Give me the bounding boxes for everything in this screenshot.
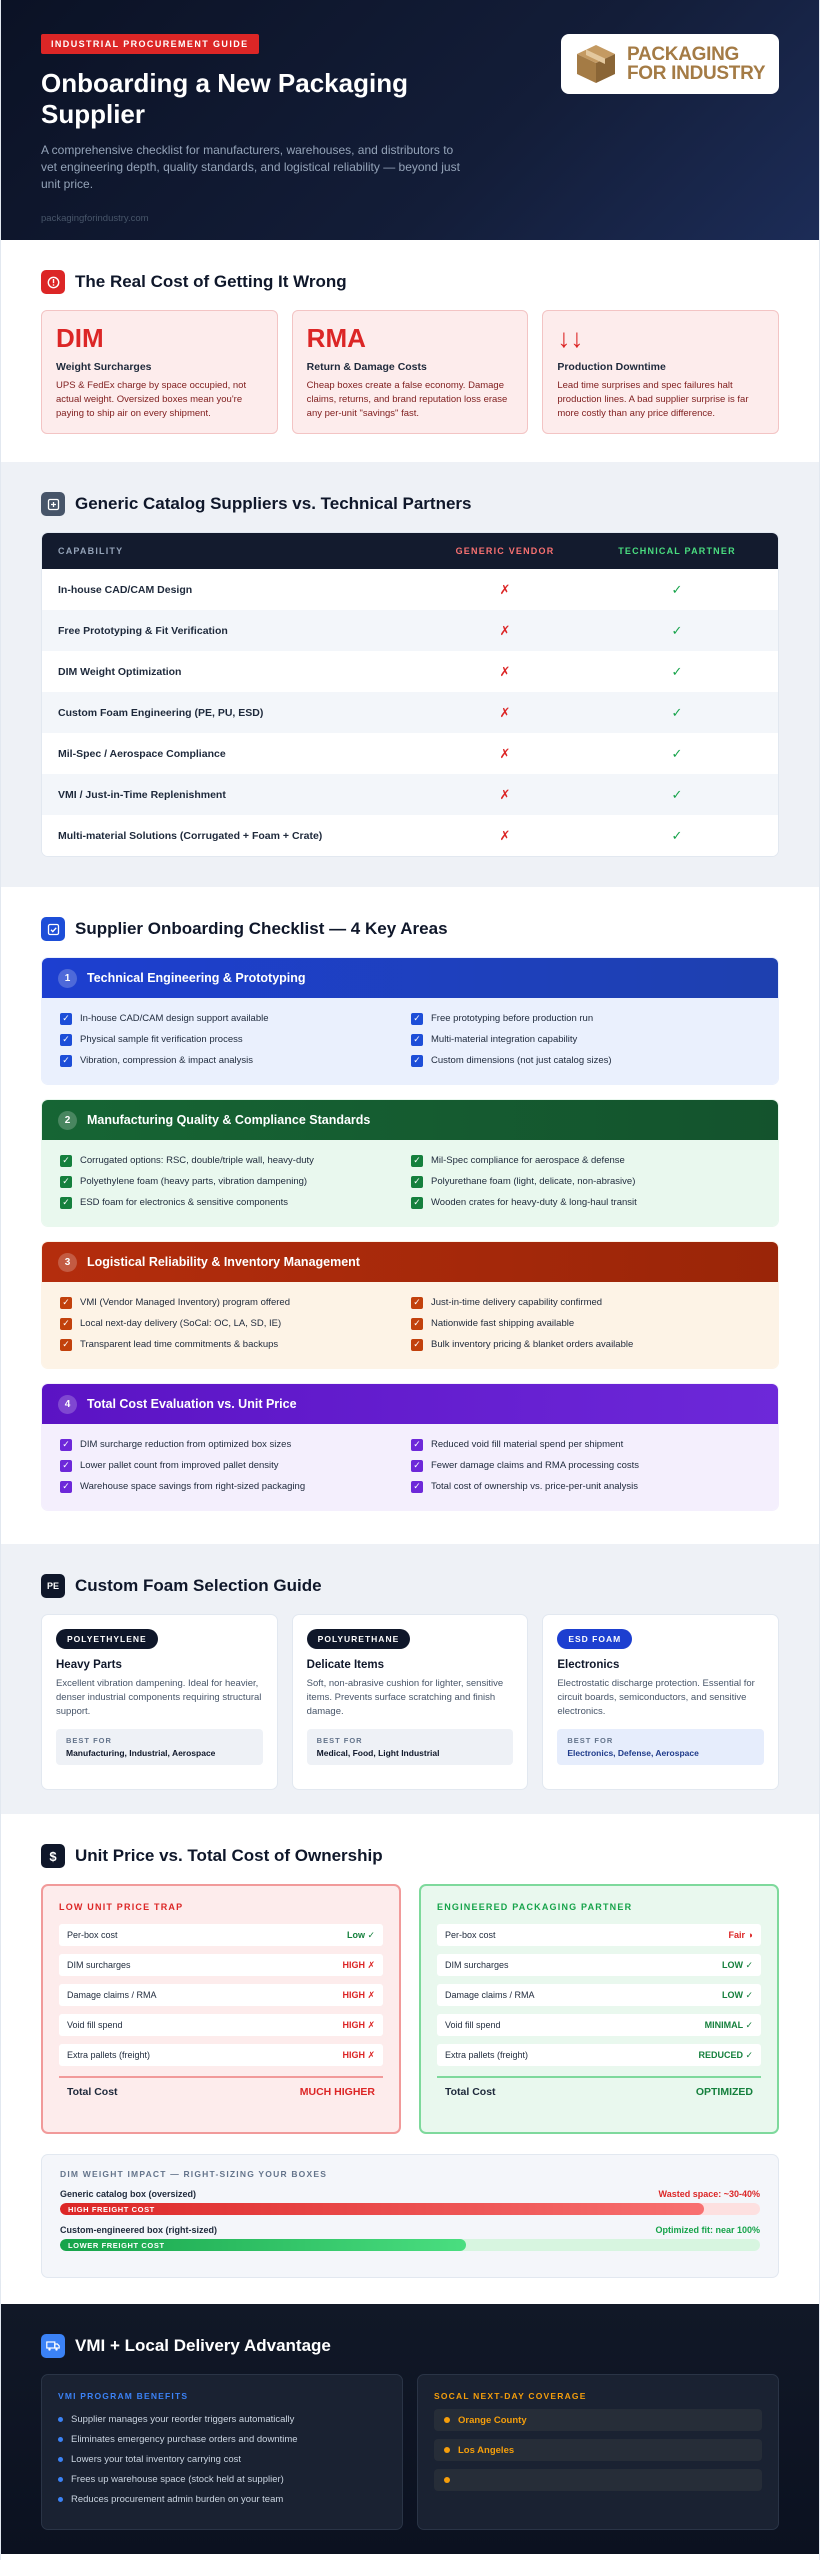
checkbox-checked-icon[interactable]: ✓ (411, 1481, 423, 1493)
tco-low-price-card (41, 1884, 401, 2134)
tco-total-value: MUCH HIGHER (299, 2086, 375, 2098)
cost-card-name: Production Downtime (557, 361, 666, 373)
real-cost-section (1, 240, 819, 462)
vmi-benefit-text: Eliminates emergency purchase orders and downtime (71, 2433, 298, 2445)
tco-row-label: Damage claims / RMA (67, 1990, 157, 2000)
technical-cell (576, 787, 778, 803)
generic-cell (434, 828, 576, 844)
dim-generic-fill: HIGH FREIGHT COST (60, 2203, 704, 2215)
cost-card-desc: Cheap boxes create a false economy. Damage claims, returns, and brand reputation loss erase any per-unit "savings" fast. (306, 380, 508, 419)
vmi-benefits-label: VMI PROGRAM BENEFITS (58, 2391, 189, 2401)
technical-cell (576, 623, 778, 639)
category-header (42, 1242, 778, 1282)
category-body (42, 1140, 778, 1226)
vmi-section (1, 2304, 819, 2554)
x-mark-icon: ✗ (499, 663, 511, 679)
checklist-item[interactable] (60, 1008, 411, 1029)
tco-row-label: DIM surcharges (445, 1960, 509, 1970)
vmi-benefit-text: Reduces procurement admin burden on your team (71, 2493, 284, 2505)
checklist-column (411, 1150, 762, 1218)
tco-card-label: ENGINEERED PACKAGING PARTNER (437, 1902, 633, 1912)
tco-row-value: MINIMAL ✓ (704, 2019, 753, 2030)
checklist-item[interactable] (411, 1455, 762, 1476)
checklist-item[interactable] (60, 1476, 411, 1497)
foam-card (542, 1614, 779, 1790)
dollar-icon: $ (41, 1844, 65, 1868)
tco-card-label: LOW UNIT PRICE TRAP (59, 1902, 184, 1912)
hero-subtitle: A comprehensive checklist for manufacturers, warehouses, and distributors to vet engineering depth, quality standards, and logistical reliability — beyond just unit price. (41, 143, 460, 191)
coverage-region (434, 2469, 762, 2491)
category-header (42, 958, 778, 998)
tco-row-label: Damage claims / RMA (445, 1990, 535, 2000)
column-header-generic: GENERIC VENDOR (455, 546, 555, 556)
category-title: Manufacturing Quality & Compliance Standards (87, 1113, 371, 1127)
foam-card (292, 1614, 529, 1790)
cost-card-desc: Lead time surprises and spec failures halt production lines. A bad supplier surprise is far more costly than any price difference. (557, 380, 749, 419)
category-number: 4 (58, 1395, 77, 1414)
best-for-value: Medical, Food, Light Industrial (316, 1748, 440, 1758)
check-mark-icon: ✓ (671, 704, 683, 720)
checkbox-checked-icon[interactable]: ✓ (411, 1055, 423, 1067)
technical-cell (576, 582, 778, 598)
checklist-item[interactable] (60, 1171, 411, 1192)
foam-use-title: Electronics (557, 1659, 620, 1671)
vmi-benefit-text: Supplier manages your reorder triggers automatically (71, 2413, 295, 2425)
tco-row (437, 1924, 761, 1946)
checklist-item-label: VMI (Vendor Managed Inventory) program offered (80, 1297, 290, 1308)
checkbox-checked-icon[interactable]: ✓ (411, 1013, 423, 1025)
column-header-technical: TECHNICAL PARTNER (618, 546, 736, 556)
tco-row-label: DIM surcharges (67, 1960, 131, 1970)
checklist-item-label: Physical sample fit verification process (80, 1034, 243, 1045)
checklist-column (60, 1434, 411, 1502)
generic-cell (434, 664, 576, 680)
check-mark-icon: ✓ (671, 581, 683, 597)
section-title: Generic Catalog Suppliers vs. Technical Partners (75, 494, 472, 513)
category-body (42, 1282, 778, 1368)
category-header (42, 1384, 778, 1424)
checklist-item[interactable] (411, 1434, 762, 1455)
hero-tag: INDUSTRIAL PROCUREMENT GUIDE (41, 34, 259, 54)
checkbox-checked-icon[interactable]: ✓ (60, 1013, 72, 1025)
brand-logo[interactable] (561, 34, 779, 94)
x-mark-icon: ✗ (499, 786, 511, 802)
compare-icon (41, 492, 65, 516)
tco-row (437, 1954, 761, 1976)
checkbox-checked-icon[interactable]: ✓ (411, 1297, 423, 1309)
coverage-region-name: Los Angeles (458, 2444, 515, 2456)
foam-best-for (56, 1729, 263, 1765)
vmi-benefit-text: Frees up warehouse space (stock held at supplier) (71, 2473, 284, 2485)
dim-weight-impact (41, 2154, 779, 2278)
checklist-category (41, 1383, 779, 1511)
check-mark-icon: ✓ (671, 745, 683, 761)
checkbox-checked-icon[interactable]: ✓ (60, 1034, 72, 1046)
best-for-value: Manufacturing, Industrial, Aerospace (66, 1748, 216, 1758)
cost-card-headline: ↓↓ (557, 323, 584, 353)
checklist-item-label: Vibration, compression & impact analysis (80, 1055, 254, 1066)
dim-custom-note: Optimized fit: near 100% (655, 2225, 760, 2235)
dim-generic-label: Generic catalog box (oversized) (60, 2189, 197, 2199)
checklist-item-label: Local next-day delivery (SoCal: OC, LA, SD, IE) (80, 1318, 282, 1329)
category-body (42, 998, 778, 1084)
tco-total-label: Total Cost (67, 2086, 118, 2098)
vmi-benefit-text: Lowers your total inventory carrying cost (71, 2453, 242, 2465)
dim-generic-note: Wasted space: ~30-40% (658, 2189, 760, 2199)
checklist-item-label: Fewer damage claims and RMA processing costs (431, 1460, 640, 1471)
section-title: VMI + Local Delivery Advantage (75, 2336, 331, 2355)
checklist-item[interactable] (60, 1050, 411, 1071)
checklist-item[interactable] (411, 1313, 762, 1334)
page-title: Onboarding a New Packaging Supplier (41, 68, 408, 130)
checklist-column (60, 1150, 411, 1218)
checklist-icon (41, 917, 65, 941)
checklist-item-label: Custom dimensions (not just catalog sizes) (431, 1055, 612, 1066)
dim-custom-label: Custom-engineered box (right-sized) (60, 2225, 218, 2235)
capability-cell: Free Prototyping & Fit Verification (58, 624, 228, 637)
tco-section (1, 1814, 819, 2304)
checklist-item-label: Just-in-time delivery capability confirmed (431, 1297, 603, 1308)
tco-row-value: HIGH ✗ (342, 1989, 375, 2000)
checklist-item-label: Reduced void fill material spend per shipment (431, 1439, 624, 1450)
foam-best-for (307, 1729, 514, 1765)
comparison-section (1, 462, 819, 887)
tco-row-label: Per-box cost (67, 1930, 118, 1940)
category-title: Total Cost Evaluation vs. Unit Price (87, 1397, 297, 1411)
tco-row-label: Per-box cost (445, 1930, 496, 1940)
vmi-benefits-card (41, 2374, 403, 2530)
checklist-category (41, 1241, 779, 1369)
checklist-section (1, 887, 819, 1544)
category-title: Technical Engineering & Prototyping (87, 971, 306, 985)
check-mark-icon: ✓ (671, 663, 683, 679)
foam-type-pill: POLYETHYLENE (56, 1629, 158, 1649)
checkbox-checked-icon[interactable]: ✓ (60, 1318, 72, 1330)
checkbox-checked-icon[interactable]: ✓ (411, 1155, 423, 1167)
checklist-item[interactable] (411, 1334, 762, 1355)
dim-custom-bar (60, 2239, 760, 2251)
checkbox-checked-icon[interactable]: ✓ (60, 1339, 72, 1351)
technical-cell (576, 828, 778, 844)
dim-custom-fill: LOWER FREIGHT COST (60, 2239, 466, 2251)
tco-row-label: Void fill spend (445, 2020, 501, 2030)
tco-row-value: LOW ✓ (721, 1959, 753, 1970)
tco-row-label: Extra pallets (freight) (67, 2050, 151, 2060)
cost-card-rma (292, 310, 529, 434)
checklist-item[interactable] (60, 1455, 411, 1476)
checklist-item-label: Nationwide fast shipping available (431, 1318, 575, 1329)
checklist-category (41, 1099, 779, 1227)
table-row (42, 569, 778, 610)
capability-cell: VMI / Just-in-Time Replenishment (58, 788, 226, 801)
generic-cell (434, 746, 576, 762)
socal-coverage-label: SOCAL NEXT-DAY COVERAGE (434, 2391, 587, 2401)
dim-title: DIM WEIGHT IMPACT — RIGHT-SIZING YOUR BOXES (60, 2169, 328, 2179)
checklist-item-label: Bulk inventory pricing & blanket orders available (431, 1339, 634, 1350)
tco-row (59, 1924, 383, 1946)
capability-cell: Mil-Spec / Aerospace Compliance (58, 747, 226, 760)
location-dot-icon (444, 2477, 450, 2483)
section-title: Supplier Onboarding Checklist — 4 Key Areas (75, 919, 448, 938)
tco-total-value: OPTIMIZED (695, 2086, 753, 2098)
category-number: 1 (58, 969, 77, 988)
foam-description: Excellent vibration dampening. Ideal for heavier, denser industrial components requiring structural support. (56, 1678, 262, 1717)
checklist-item-label: Warehouse space savings from right-sized packaging (80, 1481, 306, 1492)
table-row (42, 815, 778, 856)
foam-guide-section (1, 1544, 819, 1814)
checklist-column (60, 1292, 411, 1360)
tco-total-row (59, 2076, 383, 2098)
bullet-dot-icon (58, 2497, 63, 2502)
cost-card-headline: RMA (306, 323, 366, 353)
bullet-dot-icon (58, 2457, 63, 2462)
capability-cell: Custom Foam Engineering (PE, PU, ESD) (58, 706, 264, 719)
checklist-item-label: Corrugated options: RSC, double/triple wall, heavy-duty (80, 1155, 314, 1166)
cost-card-name: Weight Surcharges (56, 361, 152, 373)
checklist-item[interactable] (60, 1192, 411, 1213)
tco-row-label: Void fill spend (67, 2020, 123, 2030)
checkbox-checked-icon[interactable]: ✓ (60, 1055, 72, 1067)
vmi-benefit-item (58, 2429, 386, 2449)
category-number: 2 (58, 1111, 77, 1130)
checklist-item-label: Lower pallet count from improved pallet density (80, 1460, 279, 1471)
checkbox-checked-icon[interactable]: ✓ (411, 1176, 423, 1188)
x-mark-icon: ✗ (499, 622, 511, 638)
checklist-item-label: Multi-material integration capability (431, 1034, 578, 1045)
tco-row-value: HIGH ✗ (342, 2049, 375, 2060)
checkbox-checked-icon[interactable]: ✓ (411, 1339, 423, 1351)
checklist-item[interactable] (60, 1292, 411, 1313)
checkbox-checked-icon[interactable]: ✓ (411, 1034, 423, 1046)
x-mark-icon: ✗ (499, 704, 511, 720)
section-title: Unit Price vs. Total Cost of Ownership (75, 1846, 383, 1865)
checklist-item[interactable] (411, 1008, 762, 1029)
foam-type-pill: POLYURETHANE (307, 1629, 411, 1649)
comparison-table (41, 532, 779, 857)
tco-row-value: HIGH ✗ (342, 2019, 375, 2030)
tco-row-value: LOW ✓ (721, 1989, 753, 2000)
tco-row (437, 1984, 761, 2006)
truck-icon (41, 2334, 65, 2358)
tco-total-row (437, 2076, 761, 2098)
tco-row (437, 2044, 761, 2066)
checkbox-checked-icon[interactable]: ✓ (60, 1155, 72, 1167)
location-dot-icon (444, 2417, 450, 2423)
tco-row (59, 1954, 383, 1976)
tco-row (59, 1984, 383, 2006)
check-mark-icon: ✓ (671, 786, 683, 802)
checklist-column (60, 1008, 411, 1076)
checklist-category (41, 957, 779, 1085)
check-mark-icon: ✓ (671, 622, 683, 638)
box-logo-icon (573, 42, 619, 86)
checklist-item[interactable] (60, 1150, 411, 1171)
cost-card-name: Return & Damage Costs (306, 361, 427, 373)
checkbox-checked-icon[interactable]: ✓ (60, 1197, 72, 1209)
checkbox-checked-icon[interactable]: ✓ (411, 1197, 423, 1209)
hero-url[interactable]: packagingforindustry.com (41, 212, 149, 224)
checkbox-checked-icon[interactable]: ✓ (60, 1439, 72, 1451)
capability-cell: Multi-material Solutions (Corrugated + Foam + Crate) (58, 829, 323, 842)
generic-cell (434, 787, 576, 803)
cost-card-headline: DIM (56, 323, 104, 353)
tco-row-value: HIGH ✗ (342, 1959, 375, 1970)
checklist-item[interactable] (60, 1434, 411, 1455)
tco-row (59, 2014, 383, 2036)
cost-card-dim (41, 310, 278, 434)
technical-cell (576, 664, 778, 680)
coverage-region (434, 2409, 762, 2431)
generic-cell (434, 623, 576, 639)
category-title: Logistical Reliability & Inventory Management (87, 1255, 360, 1269)
vmi-benefit-item (58, 2449, 386, 2469)
category-header (42, 1100, 778, 1140)
table-row (42, 774, 778, 815)
foam-description: Electrostatic discharge protection. Essential for circuit boards, semiconductors, and sensitive electronics. (557, 1678, 755, 1717)
table-row (42, 651, 778, 692)
foam-card (41, 1614, 278, 1790)
socal-coverage-card (417, 2374, 779, 2530)
cost-card-downtime (542, 310, 779, 434)
checklist-item-label: Wooden crates for heavy-duty & long-haul transit (431, 1197, 637, 1208)
technical-cell (576, 705, 778, 721)
best-for-label: BEST FOR (316, 1736, 363, 1745)
checklist-item[interactable] (60, 1313, 411, 1334)
foam-best-for (557, 1729, 764, 1765)
checklist-item-label: Free prototyping before production run (431, 1013, 594, 1024)
checkbox-checked-icon[interactable]: ✓ (411, 1439, 423, 1451)
x-mark-icon: ✗ (499, 745, 511, 761)
logo-text-line2: FOR INDUSTRY (627, 63, 766, 84)
tco-row-value: Low ✓ (346, 1929, 375, 1940)
tco-row-value: Fair ◑ (728, 1930, 753, 1940)
checklist-column (411, 1292, 762, 1360)
checklist-item[interactable] (411, 1476, 762, 1497)
tco-row (437, 2014, 761, 2036)
table-header-row (42, 533, 778, 569)
x-mark-icon: ✗ (499, 827, 511, 843)
section-title: Custom Foam Selection Guide (75, 1576, 322, 1595)
category-number: 3 (58, 1253, 77, 1272)
best-for-label: BEST FOR (567, 1736, 614, 1745)
table-row (42, 610, 778, 651)
foam-use-title: Delicate Items (306, 1659, 385, 1671)
checkbox-checked-icon[interactable]: ✓ (60, 1176, 72, 1188)
checklist-item[interactable] (411, 1192, 762, 1213)
tco-row (59, 2044, 383, 2066)
best-for-value: Electronics, Defense, Aerospace (567, 1748, 699, 1758)
column-header-capability: CAPABILITY (58, 546, 124, 556)
tco-total-label: Total Cost (445, 2086, 496, 2098)
cost-card-desc: UPS & FedEx charge by space occupied, not actual weight. Oversized boxes mean you're paying to ship air on every shipment. (56, 380, 247, 419)
tco-engineered-card (419, 1884, 779, 2134)
category-body (42, 1424, 778, 1510)
dim-generic-bar (60, 2203, 760, 2215)
vmi-benefit-item (58, 2409, 386, 2429)
foam-type-pill: ESD FOAM (557, 1629, 632, 1649)
checklist-item[interactable] (411, 1029, 762, 1050)
checklist-item-label: Polyethylene foam (heavy parts, vibration dampening) (80, 1176, 308, 1187)
checklist-item-label: Polyurethane foam (light, delicate, non-abrasive) (431, 1176, 636, 1187)
best-for-label: BEST FOR (66, 1736, 112, 1745)
checklist-item-label: In-house CAD/CAM design support available (80, 1013, 269, 1024)
location-dot-icon (444, 2447, 450, 2453)
bullet-dot-icon (58, 2417, 63, 2422)
x-mark-icon: ✗ (499, 581, 511, 597)
checkbox-checked-icon[interactable]: ✓ (411, 1318, 423, 1330)
table-row (42, 692, 778, 733)
checklist-item[interactable] (60, 1029, 411, 1050)
checkbox-checked-icon[interactable]: ✓ (411, 1460, 423, 1472)
tco-row-value: REDUCED ✓ (698, 2049, 753, 2060)
bullet-dot-icon (58, 2437, 63, 2442)
checklist-item[interactable] (411, 1050, 762, 1071)
alert-icon (41, 270, 65, 294)
foam-use-title: Heavy Parts (56, 1659, 122, 1671)
technical-cell (576, 746, 778, 762)
checkbox-checked-icon[interactable]: ✓ (60, 1297, 72, 1309)
hero-banner (1, 0, 819, 240)
foam-icon: PE (41, 1574, 65, 1598)
table-row (42, 733, 778, 774)
checklist-item-label: Mil-Spec compliance for aerospace & defense (431, 1155, 625, 1166)
coverage-region-name: Orange County (458, 2414, 527, 2426)
checklist-item[interactable] (411, 1171, 762, 1192)
checklist-item-label: Transparent lead time commitments & backups (80, 1339, 279, 1350)
vmi-benefit-item (58, 2469, 386, 2489)
coverage-region (434, 2439, 762, 2461)
generic-cell (434, 582, 576, 598)
vmi-benefit-item (58, 2489, 386, 2509)
logo-text-line1: PACKAGING (627, 44, 740, 65)
checklist-item-label: DIM surcharge reduction from optimized box sizes (80, 1439, 292, 1450)
tco-row-label: Extra pallets (freight) (445, 2050, 529, 2060)
checklist-item[interactable] (60, 1334, 411, 1355)
checklist-item[interactable] (411, 1150, 762, 1171)
check-mark-icon: ✓ (671, 827, 683, 843)
checklist-item[interactable] (411, 1292, 762, 1313)
generic-cell (434, 705, 576, 721)
bullet-dot-icon (58, 2477, 63, 2482)
foam-description: Soft, non-abrasive cushion for lighter, sensitive items. Prevents surface scratching and finish damage. (306, 1678, 504, 1717)
checklist-item-label: ESD foam for electronics & sensitive components (80, 1197, 289, 1208)
checklist-column (411, 1008, 762, 1076)
section-title: The Real Cost of Getting It Wrong (75, 272, 347, 291)
checkbox-checked-icon[interactable]: ✓ (60, 1460, 72, 1472)
capability-cell: In-house CAD/CAM Design (58, 583, 193, 596)
checklist-column (411, 1434, 762, 1502)
capability-cell: DIM Weight Optimization (58, 665, 182, 678)
checkbox-checked-icon[interactable]: ✓ (60, 1481, 72, 1493)
checklist-item-label: Total cost of ownership vs. price-per-unit analysis (431, 1481, 638, 1492)
